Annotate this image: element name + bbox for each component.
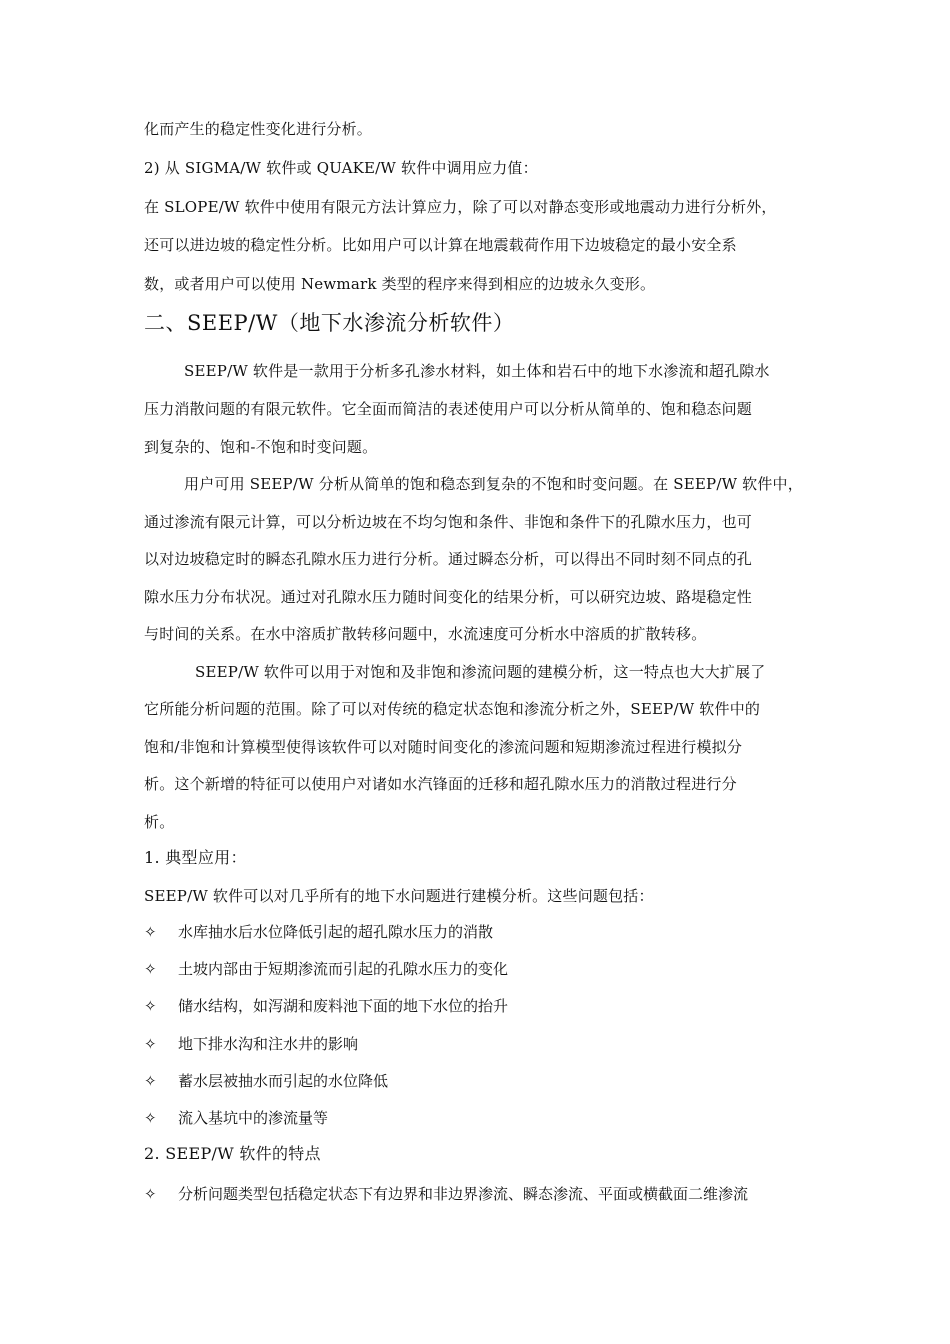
body-line: SEEP/W 软件可以对几乎所有的地下水问题进行建模分析。这些问题包括： (144, 887, 654, 905)
bullet-text: 蓄水层被抽水而引起的水位降低 (178, 1072, 389, 1090)
sparkle-bullet-icon: ✧ (144, 1035, 157, 1053)
body-line: 析。 (144, 813, 175, 831)
sparkle-bullet-icon: ✧ (144, 1109, 157, 1127)
body-line: 隙水压力分布状况。通过对孔隙水压力随时间变化的结果分析，可以研究边坡、路堤稳定性 (144, 588, 753, 606)
body-line: 析。这个新增的特征可以使用户对诸如水汽锋面的迁移和超孔隙水压力的消散过程进行分 (144, 775, 737, 793)
bullet-text: 水库抽水后水位降低引起的超孔隙水压力的消散 (178, 923, 494, 941)
body-line: 到复杂的、饱和-不饱和时变问题。 (144, 438, 378, 456)
sparkle-bullet-icon: ✧ (144, 923, 157, 941)
body-line: 化而产生的稳定性变化进行分析。 (144, 120, 373, 138)
body-line: 以对边坡稳定时的瞬态孔隙水压力进行分析。通过瞬态分析，可以得出不同时刻不同点的孔 (144, 550, 753, 568)
body-line: 数，或者用户可以使用 Newmark 类型的程序来得到相应的边坡永久变形。 (144, 275, 656, 293)
bullet-item (144, 1108, 328, 1128)
bullet-item (144, 1184, 748, 1204)
numbered-item-line: 2) 从 SIGMA/W 软件或 QUAKE/W 软件中调用应力值： (144, 159, 538, 177)
bullet-item (144, 996, 508, 1016)
body-line: 压力消散问题的有限元软件。它全面而简洁的表述使用户可以分析从简单的、饱和稳态问题 (144, 400, 753, 418)
bullet-item (144, 922, 493, 942)
section-heading: 二、SEEP/W（地下水渗流分析软件） (144, 311, 515, 335)
bullet-text: 地下排水沟和注水井的影响 (178, 1035, 359, 1053)
body-line: 还可以进边坡的稳定性分析。比如用户可以计算在地震载荷作用下边坡稳定的最小安全系 (144, 236, 737, 254)
subsection-title: 1. 典型应用： (144, 848, 247, 867)
body-line: 用户可用 SEEP/W 分析从简单的饱和稳态到复杂的不饱和时变问题。在 SEEP/W 软件中， (184, 475, 803, 493)
sparkle-bullet-icon: ✧ (144, 1072, 157, 1090)
body-line: 它所能分析问题的范围。除了可以对传统的稳定状态饱和渗流分析之外，SEEP/W 软件中的 (144, 700, 761, 718)
body-line: SEEP/W 软件可以用于对饱和及非饱和渗流问题的建模分析，这一特点也大大扩展了 (195, 663, 766, 681)
subsection-title: 2. SEEP/W 软件的特点 (144, 1144, 321, 1163)
bullet-item (144, 959, 508, 979)
sparkle-bullet-icon: ✧ (144, 1185, 157, 1203)
bullet-text: 流入基坑中的渗流量等 (178, 1109, 329, 1127)
bullet-item (144, 1071, 388, 1091)
bullet-text: 储水结构，如泻湖和废料池下面的地下水位的抬升 (178, 997, 509, 1015)
sparkle-bullet-icon: ✧ (144, 997, 157, 1015)
bullet-text: 土坡内部由于短期渗流而引起的孔隙水压力的变化 (178, 960, 509, 978)
body-line: 在 SLOPE/W 软件中使用有限元方法计算应力，除了可以对静态变形或地震动力进行分析外， (144, 198, 777, 216)
body-line: 通过渗流有限元计算，可以分析边坡在不均匀饱和条件、非饱和条件下的孔隙水压力，也可 (144, 513, 753, 531)
bullet-item (144, 1034, 358, 1054)
bullet-text: 分析问题类型包括稳定状态下有边界和非边界渗流、瞬态渗流、平面或横截面二维渗流 (178, 1185, 749, 1203)
body-line: 与时间的关系。在水中溶质扩散转移问题中，水流速度可分析水中溶质的扩散转移。 (144, 625, 707, 643)
sparkle-bullet-icon: ✧ (144, 960, 157, 978)
body-line: SEEP/W 软件是一款用于分析多孔渗水材料，如土体和岩石中的地下水渗流和超孔隙水 (184, 362, 770, 380)
body-line: 饱和/非饱和计算模型使得该软件可以对随时间变化的渗流问题和短期渗流过程进行模拟分 (144, 738, 743, 756)
